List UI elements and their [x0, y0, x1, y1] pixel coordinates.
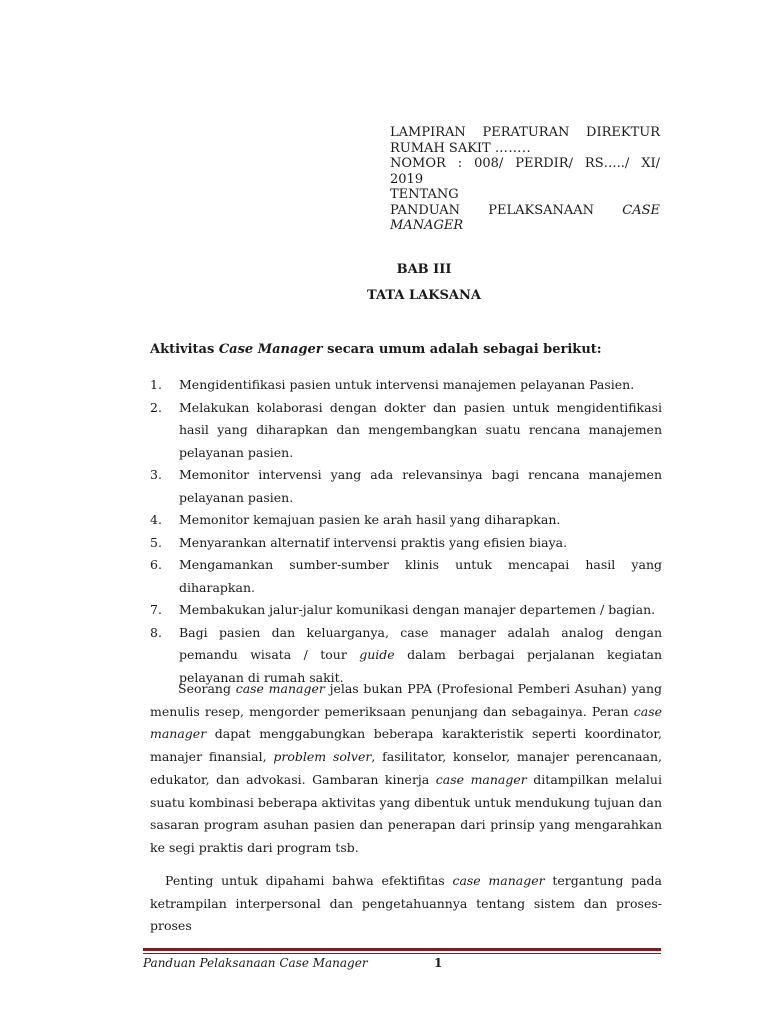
list-item: [150, 599, 662, 622]
body-paragraph: [150, 870, 662, 938]
list-text: dalam berbagai perjalanan kegiatan pelayanan di rumah sakit.: [179, 647, 663, 685]
intro-sentence: [150, 342, 670, 357]
paragraph-text: Seorang: [178, 681, 236, 696]
list-text-italic: guide: [359, 647, 395, 662]
header-line: [390, 141, 660, 157]
chapter-title: TATA LAKSANA: [367, 288, 481, 303]
list-number: 1.: [150, 377, 162, 392]
footer-title: Panduan Pelaksanaan Case Manager: [143, 956, 368, 970]
paragraph-text: Penting untuk dipahami bahwa efektifitas: [165, 873, 453, 888]
chapter-number: BAB III: [396, 262, 452, 277]
list-text: Bagi pasien dan keluarganya, case manager adalah analog dengan pemandu wisata / tour: [179, 624, 662, 662]
list-text: Membakukan jalur-jalur komunikasi dengan manajer departemen / bagian.: [179, 602, 656, 617]
footer-rule: [143, 948, 661, 951]
paragraph-text: , fasilitator, konselor, manajer perencanaan, edukator, dan advokasi. Gambaran kinerja: [150, 749, 663, 787]
list-text: Menyarankan alternatif intervensi praktis yang efisien biaya.: [179, 534, 568, 550]
paragraph-text: dapat menggabungkan beberapa karakteristik seperti koordinator, manajer finansial,: [150, 726, 662, 765]
list-text: Mengidentifikasi pasien untuk intervensi manajemen pelayanan Pasien.: [179, 377, 635, 392]
list-number: 3.: [150, 467, 162, 482]
header-subject-continued: [390, 218, 660, 234]
list-item: [150, 374, 662, 397]
header-about: TENTANG: [390, 187, 459, 202]
intro-text: secara umum adalah sebagai berikut:: [322, 342, 602, 357]
list-item: [150, 397, 662, 465]
list-text: Mengamankan sumber-sumber klinis untuk mencapai hasil yang diharapkan.: [179, 557, 662, 595]
header-line: LAMPIRAN PERATURAN DIREKTUR: [390, 125, 660, 140]
list-number: 6.: [150, 557, 162, 572]
list-item: [150, 509, 662, 532]
list-item: [150, 532, 662, 555]
body-paragraph: [150, 678, 662, 860]
list-text: Melakukan kolaborasi dengan dokter dan pasien untuk mengidentifikasi hasil yang diharapkan dan mengembangkan suatu rencana manajemen pelayanan pasien.: [179, 399, 662, 460]
paragraph-italic: case manager: [452, 873, 545, 888]
footer-rule: [143, 953, 661, 954]
paragraph-text: tergantung pada ketrampilan interpersonal dan pengetahuannya tentang sistem dan proses-proses: [150, 873, 662, 934]
header-subject-line: [390, 203, 660, 219]
paragraph-italic: case manager: [235, 681, 325, 696]
header-year: 2019: [390, 171, 424, 187]
list-item: [150, 554, 662, 599]
list-item: [150, 464, 662, 509]
header-subject-italic: CASE: [622, 202, 660, 218]
paragraph-italic: problem solver: [273, 749, 372, 765]
paragraph-text: jelas bukan PPA (Profesional Pemberi Asuhan) yang menulis resep, mengorder pemeriksaan penunjang dan sebagainya. Peran: [150, 681, 663, 719]
list-number: 8.: [150, 624, 162, 640]
intro-italic: Case Manager: [218, 342, 323, 357]
paragraph-text: ditampilkan melalui suatu kombinasi beberapa aktivitas yang dibentuk untuk mendukung tujuan dan sasaran program asuhan pasien dan penerapan dari prinsip yang mengarahkan ke segi praktis dari program tsb.: [150, 771, 662, 855]
header-hospital: RUMAH SAKIT: [390, 140, 495, 156]
attachment-header: [390, 125, 660, 234]
paragraph-italic: case manager: [435, 771, 527, 787]
header-placeholder-dots: ……..: [494, 140, 532, 156]
list-text: Memonitor intervensi yang ada relevansinya bagi rencana manajemen pelayanan pasien.: [179, 467, 662, 505]
header-subject: PANDUAN PELAKSANAAN: [390, 202, 623, 218]
header-subject-italic: MANAGER: [390, 218, 464, 233]
list-number: 4.: [150, 512, 162, 527]
paragraph-italic: case manager: [150, 703, 662, 742]
header-number-line: NOMOR : 008/ PERDIR/ RS…../ XI/: [390, 156, 660, 171]
page-number: 1: [434, 956, 443, 970]
activity-list: [150, 374, 662, 689]
list-text: Memonitor kemajuan pasien ke arah hasil yang diharapkan.: [179, 512, 561, 527]
list-number: 5.: [150, 534, 162, 550]
list-number: 7.: [150, 602, 162, 617]
list-number: 2.: [150, 399, 162, 415]
intro-text: Aktivitas: [150, 342, 219, 357]
